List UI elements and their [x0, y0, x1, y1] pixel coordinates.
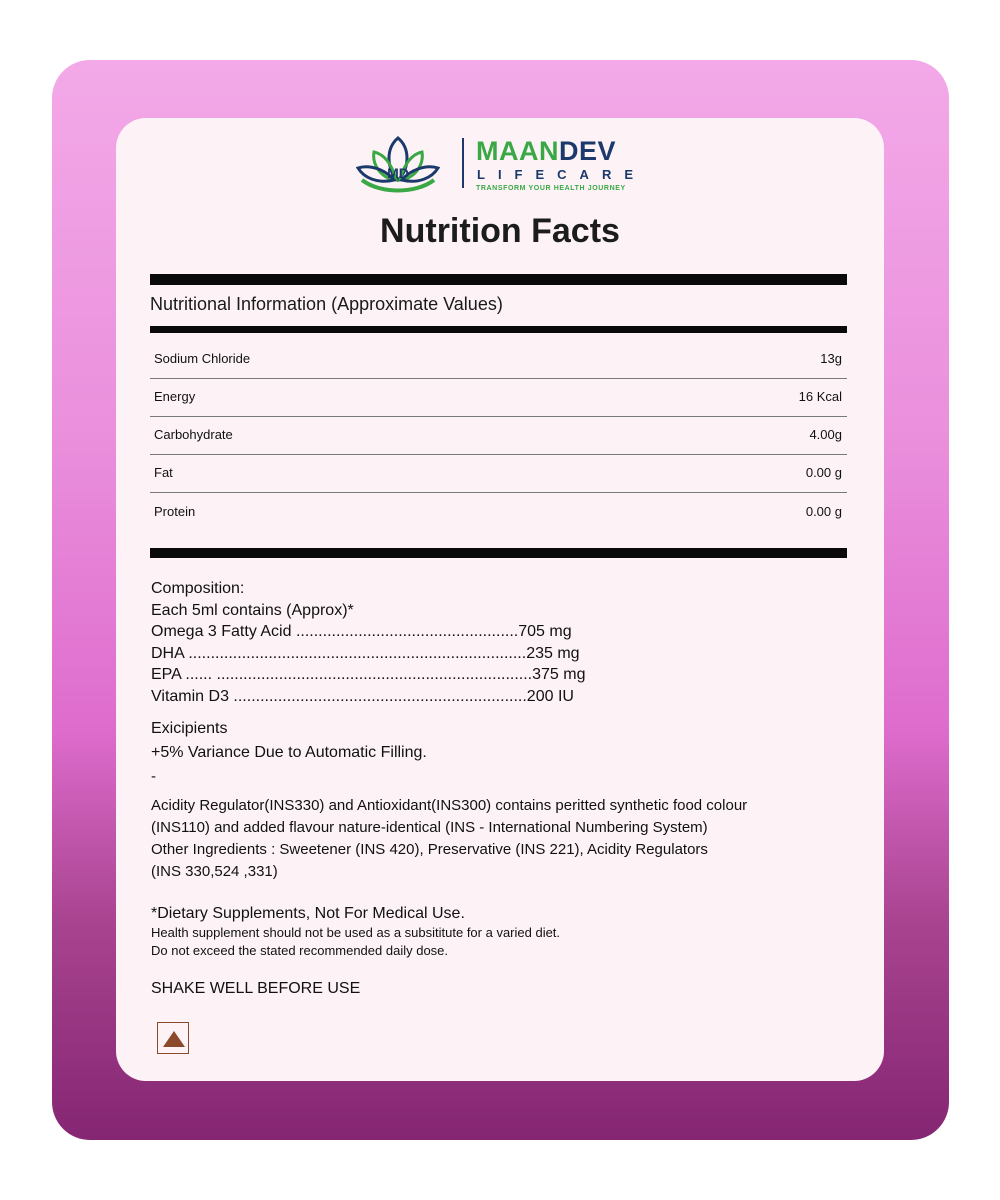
nutrient-row — [154, 504, 842, 519]
page-title: Nutrition Facts — [380, 212, 620, 250]
composition-block — [151, 578, 586, 707]
composition-heading: Composition: — [151, 580, 245, 597]
composition-line: DHA ............................................................................235 mg — [151, 644, 580, 662]
ingredients-line: Other Ingredients : Sweetener (INS 420), Preservative (INS 221), Acidity Regulators — [151, 841, 708, 858]
composition-each: Each 5ml contains (Approx)* — [151, 601, 354, 619]
composition-line: EPA ...... .......................................................................375 mg — [151, 666, 586, 683]
row-divider — [150, 492, 847, 493]
nutrient-row — [154, 465, 842, 480]
nutrient-value: 16 Kcal — [798, 389, 842, 404]
brand-name-part2: DEV — [559, 136, 617, 166]
nutrient-name: Carbohydrate — [154, 427, 233, 442]
shake-instruction: SHAKE WELL BEFORE USE — [151, 980, 361, 997]
brand-logo — [356, 134, 646, 198]
bottom-thick-rule — [150, 548, 847, 558]
triangle-icon — [163, 1031, 185, 1047]
composition-line: Omega 3 Fatty Acid ..................................................705 mg — [151, 623, 572, 640]
variance-note: +5% Variance Due to Automatic Filling. — [151, 744, 427, 761]
row-divider — [150, 454, 847, 455]
nutrient-value: 0.00 g — [805, 465, 842, 480]
nutrient-value: 0.00 g — [805, 504, 842, 519]
ingredients-line: (INS 330,524 ,331) — [151, 863, 278, 880]
svg-text:MD: MD — [387, 165, 409, 181]
header-rule — [150, 326, 847, 333]
nutrient-row — [154, 427, 842, 442]
brand-name-part1: MAAN — [476, 136, 559, 166]
disclaimer-heading: *Dietary Supplements, Not For Medical Use. — [151, 905, 465, 922]
nutrient-name: Fat — [154, 465, 173, 480]
ingredients-line: Acidity Regulator(INS330) and Antioxidant(INS300) contains peritted synthetic food colour — [151, 797, 748, 814]
nonveg-symbol-icon — [157, 1022, 189, 1054]
logo-divider — [462, 138, 464, 188]
dash-text: - — [151, 768, 156, 785]
ingredients-block — [151, 795, 747, 883]
disclaimer-line: Do not exceed the stated recommended daily dose. — [151, 943, 449, 958]
nutrient-value: 13g — [820, 351, 842, 366]
nutrient-value: 4.00g — [809, 427, 842, 442]
row-divider — [150, 378, 847, 379]
nutrient-name: Sodium Chloride — [154, 351, 251, 366]
brand-lifecare: LIFECARE — [477, 167, 646, 182]
row-divider — [150, 416, 847, 417]
excipients-heading: Exicipients — [151, 720, 228, 737]
nutrient-name: Protein — [154, 504, 196, 519]
ingredients-line: (INS110) and added flavour nature-identical (INS - International Numbering System) — [151, 819, 708, 836]
brand-tagline: TRANSFORM YOUR HEALTH JOURNEY — [476, 185, 626, 192]
nutrition-subheading: Nutritional Information (Approximate Values) — [150, 294, 503, 314]
disclaimer-line: Health supplement should not be used as a subsititute for a varied diet. — [151, 925, 561, 940]
composition-line: Vitamin D3 ..................................................................200 IU — [151, 687, 574, 705]
nutrient-row — [154, 389, 842, 404]
nutrient-row — [154, 351, 842, 366]
brand-wordmark — [476, 134, 616, 168]
lotus-md-icon — [356, 134, 440, 198]
top-thick-rule — [150, 274, 847, 285]
nutrient-name: Energy — [154, 389, 196, 404]
